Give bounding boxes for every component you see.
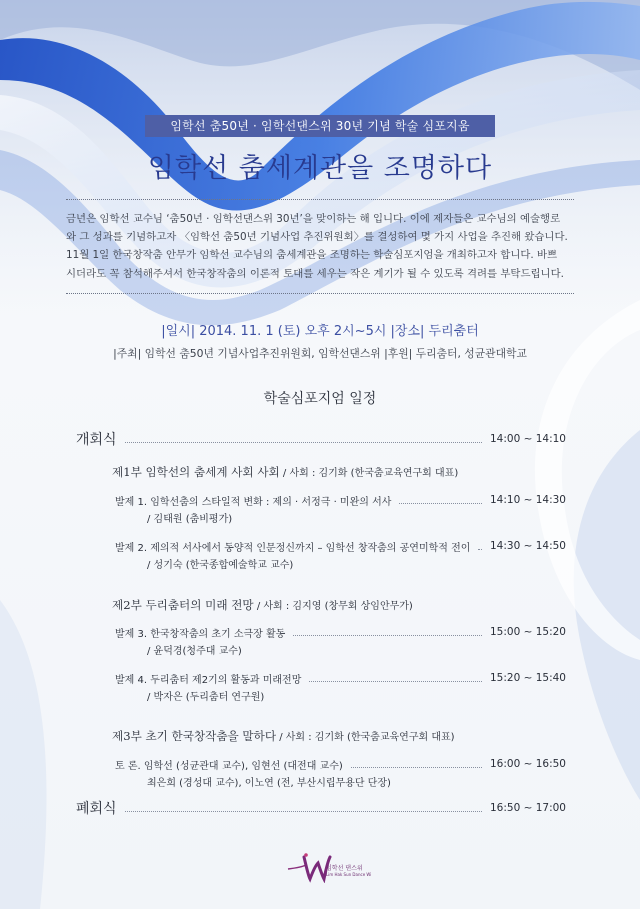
part3-title-text: 제3부 초기 한국창작춤을 말하다 [112,729,277,743]
closing-label: 폐회식 [76,801,117,817]
talk3-row [115,624,566,640]
part2-title-text: 제2부 두리춤터의 미래 전망 [112,598,254,612]
dotted-leader [399,503,482,504]
logo-subtext: Lim Hak Sun Dance Wi [326,872,372,877]
talk3-presenter: / 윤덕경(청주대 교수) [147,646,242,657]
talk2-time: 14:30 ~ 14:50 [490,540,566,552]
discussion-row [115,756,566,772]
talk1-presenter: / 김태원 (춤비평가) [147,514,233,525]
intro-paragraph [66,210,574,283]
discussion-time: 16:00 ~ 16:50 [490,758,566,770]
talk3-label: 발제 3. 한국창작춤의 초기 소극장 활동 [115,628,286,640]
intro-line: 와 그 성과를 기념하고자 〈임학선 춤50년 기념사업 추진위원회〉를 결성하여 몇 가지 사업을 추진해 왔습니다. [66,231,568,244]
opening-time: 14:00 ~ 14:10 [490,433,566,445]
talk3-time: 15:00 ~ 15:20 [490,626,566,638]
logo-text: 임학선 댄스위 [326,865,363,872]
intro-line: 시더라도 꼭 참석해주셔서 한국창작춤의 이론적 토대를 세우는 작은 계기가 될 수 있도록 격려를 부탁드립니다. [66,267,564,280]
part1-title [112,464,458,480]
talk1-label: 발제 1. 임학선춤의 스타일적 변화 : 제의 · 서정극 · 미완의 서사 [115,496,392,508]
dotted-leader [125,442,482,443]
part2-moderator: / 사회 : 김지영 (창무회 상임안무가) [253,601,413,612]
talk4-presenter: / 박자은 (두리춤터 연구원) [147,692,265,703]
dotted-leader [309,681,482,682]
subtitle-banner: 임학선 춤50년 · 임학선댄스위 30년 기념 학술 심포지움 [145,115,495,137]
dotted-leader [293,635,482,636]
dotted-leader [125,811,482,812]
event-date-venue: |일시| 2014. 11. 1 (토) 오후 2시~5시 |장소| 두리춤터 [161,324,479,339]
closing-time: 16:50 ~ 17:00 [490,802,566,814]
divider-bottom [66,293,574,294]
page-title: 임학선 춤세계관을 조명하다 [147,153,493,184]
part1-moderator: / 사회 : 김기화 (한국춤교육연구회 대표) [279,468,459,479]
dotted-leader [478,549,482,550]
event-hosts-sponsors: |주최| 임학선 춤50년 기념사업추진위원회, 임학선댄스위 |후원| 두리춤터, 성균관대학교 [113,347,527,360]
discussion-panelists: 최은희 (경성대 교수), 이노연 (전, 부산시립무용단 단장) [147,778,391,789]
talk4-row [115,670,566,686]
intro-line: 11월 1일 한국창작춤 안무가 임학선 교수님의 춤세계관을 조명하는 학술심포지엄을 개최하고자 합니다. 바쁘 [66,249,558,262]
talk1-row [115,492,566,508]
intro-line: 금년은 임학선 교수님 ‘춤50년 · 임학선댄스위 30년’을 맞이하는 해 입니다. 이에 제자들은 교수님의 예술행로 [66,213,561,225]
part1-title-text: 제1부 임학선의 춤세계 사회 사회 [112,465,280,479]
closing-row [76,800,566,816]
talk2-label: 발제 2. 제의적 서사에서 동양적 인문정신까지 – 임학선 창작춤의 공연미학적 전이 [115,542,471,554]
opening-label: 개회식 [76,432,117,448]
talk4-label: 발제 4. 두리춤터 제2기의 활동과 미래전망 [115,674,302,686]
talk1-time: 14:10 ~ 14:30 [490,494,566,506]
opening-row [76,431,566,447]
dotted-leader [351,767,482,768]
talk2-row [115,538,566,554]
part3-moderator: / 사회 : 김기화 (한국춤교육연구회 대표) [276,732,455,743]
part3-title [112,728,455,744]
discussion-label: 토 론. 임학선 (성균관대 교수), 임현선 (대전대 교수) [115,760,343,772]
part2-title [112,597,413,613]
talk2-presenter: / 성기숙 (한국종합예술학교 교수) [147,560,294,571]
schedule-heading: 학술심포지엄 일정 [263,391,377,407]
divider-top [66,199,574,200]
talk4-time: 15:20 ~ 15:40 [490,672,566,684]
